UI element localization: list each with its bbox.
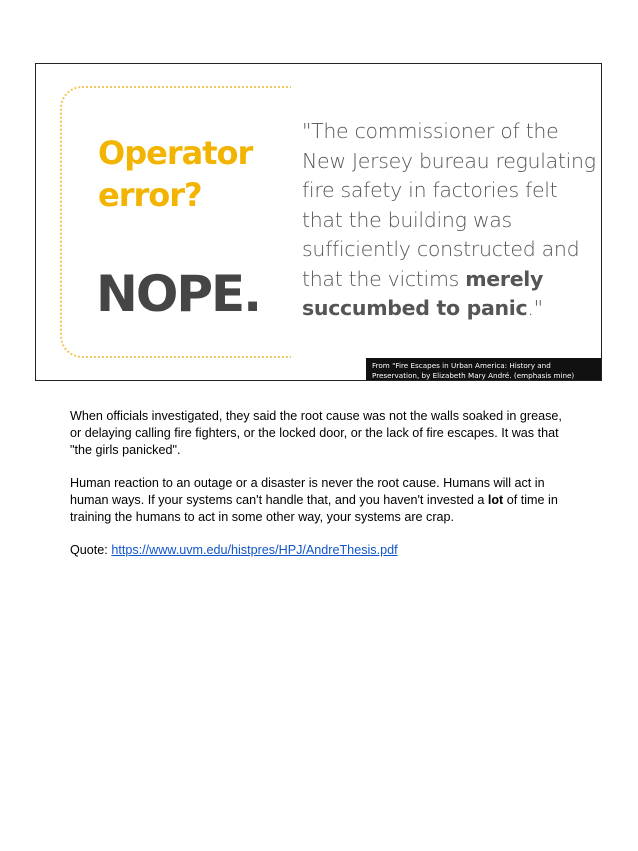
question-line-2: error? — [98, 176, 202, 214]
quote-emphasis: merely succumbed to panic — [302, 266, 544, 320]
quote-link[interactable]: https://www.uvm.edu/histpres/HPJ/AndreThesis.pdf — [111, 543, 398, 558]
quote-text: "The commissioner of the New Jersey bureau regulating fire safety in factories felt that the building was sufficiently constructed and that the victims — [302, 119, 596, 291]
notes-paragraph-2 — [70, 475, 570, 525]
source-caption: From "Fire Escapes in Urban America: History and Preservation, by Elizabeth Mary André. (emphasis mine) — [366, 358, 602, 381]
notes-paragraph-2-end: of time in training the humans to act in some other way, your systems are crap. — [70, 492, 558, 524]
notes-quote-line — [70, 542, 570, 559]
slide — [35, 63, 602, 381]
speaker-notes — [70, 408, 570, 576]
notes-paragraph-2-text: Human reaction to an outage or a disaster is never the root cause. Humans will act in human ways. If your systems can't handle that, and you haven't invested a — [70, 476, 545, 507]
question-line-1: Operator — [98, 134, 253, 172]
slide-quote — [302, 117, 598, 324]
nope-heading: NOPE. — [96, 265, 261, 323]
notes-paragraph-1: When officials investigated, they said the root cause was not the walls soaked in grease, or delaying calling fire fighters, or the locked door, or the lack of fire escapes. It was that "the girls panicked". — [70, 409, 562, 457]
quote-label: Quote: — [70, 543, 112, 558]
notes-bold-word: lot — [487, 492, 504, 507]
question-heading — [98, 132, 298, 216]
quote-end: ." — [527, 296, 543, 320]
